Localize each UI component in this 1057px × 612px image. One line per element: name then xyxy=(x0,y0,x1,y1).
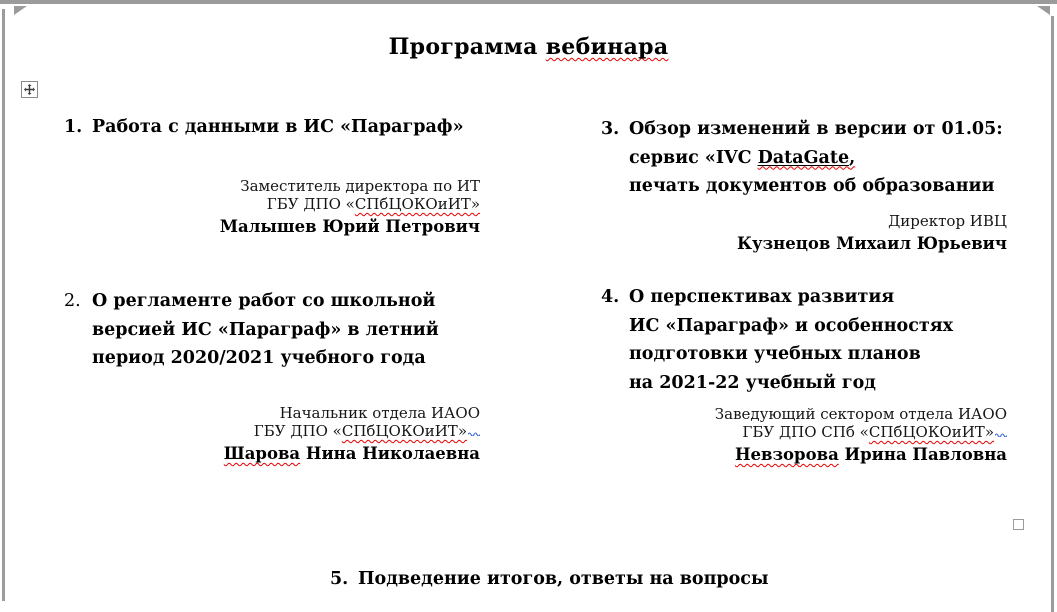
item-number: 1. xyxy=(64,117,83,137)
grammar-squiggle-icon xyxy=(995,432,1007,437)
item-text xyxy=(629,115,1003,201)
item-number: 3. xyxy=(601,119,620,139)
speaker-org xyxy=(707,423,1007,441)
line-suffix: , xyxy=(849,147,856,168)
name-rest: Нина Николаевна xyxy=(300,444,480,463)
agenda-item-5 xyxy=(330,565,768,594)
agenda-item-4 xyxy=(601,283,953,397)
speaker-block-1 xyxy=(180,177,480,236)
item-line: подготовки учебных планов xyxy=(629,344,921,364)
speaker-role: Заведующий сектором отдела ИАОО xyxy=(714,405,1007,423)
right-border-line xyxy=(1051,16,1054,612)
speaker-name: Кузнецов Михаил Юрьевич xyxy=(737,234,1007,253)
item-line: О регламенте работ со школьной xyxy=(92,291,436,311)
item-line: О перспективах развития xyxy=(629,287,895,307)
move-cross-icon xyxy=(24,84,35,95)
item-line xyxy=(629,144,1003,173)
name-misspelled: Шарова xyxy=(223,444,301,463)
item-number: 2. xyxy=(64,291,81,311)
speaker-name xyxy=(707,446,1007,464)
item-number: 4. xyxy=(601,287,620,307)
agenda-item-1 xyxy=(64,113,464,142)
speaker-org xyxy=(180,195,480,213)
org-misspelled: СПбЦОКОиИТ» xyxy=(354,195,480,213)
corner-mark-top-left xyxy=(14,6,27,15)
speaker-block-4 xyxy=(707,405,1007,464)
line-prefix: сервис «IVC xyxy=(629,147,758,168)
name-misspelled: Невзорова xyxy=(734,445,839,464)
title-misspelled-word: вебинара xyxy=(545,34,669,60)
item-number: 5. xyxy=(330,569,349,589)
item-text: Работа с данными в ИС «Параграф» xyxy=(92,117,464,137)
misspelled-segment xyxy=(758,148,856,168)
top-border-line xyxy=(0,0,1057,4)
page-title xyxy=(0,34,1057,60)
item-text xyxy=(92,287,439,373)
item-text xyxy=(629,283,953,397)
item-line: версией ИС «Параграф» в летний xyxy=(92,319,439,340)
org-misspelled: СПбЦОКОиИТ» xyxy=(341,422,467,440)
speaker-role: Начальник отдела ИАОО xyxy=(279,404,480,422)
org-prefix: ГБУ ДПО « xyxy=(266,195,355,213)
speaker-block-2 xyxy=(180,404,480,463)
corner-mark-top-right xyxy=(1037,6,1050,15)
item-line: Обзор изменений в версии от 01.05: xyxy=(629,119,1003,139)
title-text: Программа xyxy=(388,34,546,60)
agenda-item-3 xyxy=(601,115,1003,201)
speaker-role: Заместитель директора по ИТ xyxy=(240,177,480,195)
org-prefix: ГБУ ДПО СПб « xyxy=(742,423,869,441)
left-border-line xyxy=(2,9,5,601)
agenda-item-2 xyxy=(64,287,439,373)
item-line: на 2021-22 учебный год xyxy=(629,372,876,393)
grammar-squiggle-icon xyxy=(468,431,480,436)
underlined-word: DataGate xyxy=(757,147,850,168)
speaker-role: Директор ИВЦ xyxy=(888,212,1007,230)
table-resize-handle[interactable] xyxy=(1013,519,1024,530)
speaker-name: Малышев Юрий Петрович xyxy=(219,217,480,236)
org-prefix: ГБУ ДПО « xyxy=(253,422,342,440)
speaker-block-3 xyxy=(707,212,1007,253)
item-line: ИС «Параграф» и особенностях xyxy=(629,315,954,336)
item-line: печать документов об образовании xyxy=(629,176,995,196)
name-rest: Ирина Павловна xyxy=(838,445,1007,464)
table-move-handle[interactable] xyxy=(21,81,38,98)
org-misspelled: СПбЦОКОиИТ» xyxy=(868,423,994,441)
item-line: период 2020/2021 учебного года xyxy=(92,348,426,368)
item-text: Подведение итогов, ответы на вопросы xyxy=(358,569,769,589)
speaker-org xyxy=(180,422,480,440)
speaker-name xyxy=(180,445,480,463)
